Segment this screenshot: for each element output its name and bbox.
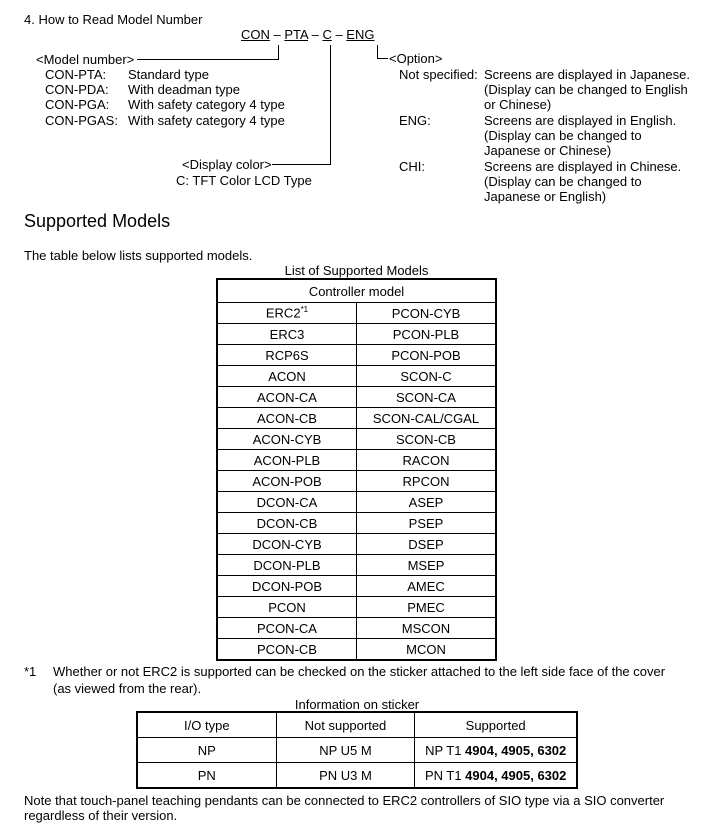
model-cell-right: PCON-POB (357, 345, 496, 366)
table-row (218, 366, 496, 387)
model-cell-left (218, 639, 357, 660)
option-desc: Japanese or English) (484, 189, 607, 204)
sticker-col-io: I/O type (138, 713, 277, 738)
model-cell-left (218, 450, 357, 471)
table-row (138, 738, 577, 763)
table-row (218, 639, 496, 660)
models-table-header: Controller model (218, 280, 496, 303)
sticker-supported (415, 763, 577, 788)
footnote-mark: *1 (24, 664, 37, 679)
model-cell-left (218, 471, 357, 492)
table-row (218, 345, 496, 366)
model-cell-right: PCON-CYB (357, 303, 496, 324)
table-row (218, 513, 496, 534)
model-cell-right: MSEP (357, 555, 496, 576)
option-desc: (Display can be changed to English (484, 82, 688, 97)
connector-line (137, 59, 279, 60)
sticker-supported-prefix: NP T1 (425, 742, 466, 758)
option-code: CHI: (399, 159, 425, 174)
model-cell-left (218, 492, 357, 513)
sticker-supported-versions: 4904, 4905, 6302 (465, 767, 567, 783)
model-number-label: <Model number> (36, 52, 135, 67)
model-cell-left (218, 618, 357, 639)
section-heading: 4. How to Read Model Number (24, 12, 203, 27)
sticker-supported (415, 738, 577, 763)
sticker-header-row (138, 713, 577, 738)
model-cell-right: DSEP (357, 534, 496, 555)
model-code-part-3: C (322, 27, 332, 42)
model-cell-right: MCON (357, 639, 496, 660)
sticker-supported-prefix: PN T1 (424, 767, 466, 783)
connector-line (377, 58, 388, 59)
model-code-sep: – (269, 27, 285, 42)
table-row (218, 576, 496, 597)
table-row (218, 597, 496, 618)
supported-models-title: Supported Models (24, 211, 171, 231)
option-desc: Screens are displayed in Japanese. (484, 67, 690, 82)
connector-line (330, 45, 331, 165)
table-row (218, 618, 496, 639)
model-name: DCON-CYB (252, 536, 322, 552)
model-name: ACON-PLB (253, 452, 321, 468)
sticker-table-caption: Information on sticker (294, 697, 420, 712)
model-name: PCON-CA (257, 620, 317, 636)
option-desc: Japanese or Chinese) (484, 143, 612, 158)
model-cell-left (218, 429, 357, 450)
model-cell-left (218, 408, 357, 429)
model-name: ACON-CA (257, 389, 317, 405)
model-desc-row: Standard type (128, 67, 209, 82)
sticker-supported-versions: 4904, 4905, 6302 (465, 742, 567, 758)
model-code-part-4: ENG (346, 27, 375, 42)
model-cell-left (218, 576, 357, 597)
model-code-sep: – (307, 27, 323, 42)
model-name: DCON-CA (256, 494, 318, 510)
option-code: Not specified: (399, 67, 478, 82)
model-name: ACON (268, 368, 306, 384)
model-name: ERC2 (265, 305, 301, 321)
model-cell-left (218, 513, 357, 534)
sticker-not-supported: PN U3 M (276, 763, 415, 788)
display-color-value: C: TFT Color LCD Type (176, 173, 312, 188)
sticker-io: PN (138, 763, 277, 788)
model-desc-row: With deadman type (128, 82, 241, 97)
option-code: ENG: (399, 113, 431, 128)
connector-line (278, 45, 279, 60)
option-label: <Option> (389, 51, 443, 66)
model-cell-right: SCON-CB (357, 429, 496, 450)
model-name: ACON-CYB (252, 431, 322, 447)
model-desc-row: With safety category 4 type (128, 113, 285, 128)
table-row (218, 429, 496, 450)
model-name: DCON-POB (251, 578, 323, 594)
model-cell-left (218, 534, 357, 555)
model-cell-right: MSCON (357, 618, 496, 639)
model-cell-right: ASEP (357, 492, 496, 513)
model-code-sep: – (331, 27, 347, 42)
footnote-line-2: (as viewed from the rear). (53, 681, 202, 696)
option-desc: (Display can be changed to (484, 128, 642, 143)
model-code-row: CON-PGAS: (45, 113, 118, 128)
model-code-row: CON-PGA: (45, 97, 110, 112)
sticker-col-supported: Supported (415, 713, 577, 738)
model-cell-right: SCON-C (357, 366, 496, 387)
table-row (218, 408, 496, 429)
model-cell-right: SCON-CAL/CGAL (357, 408, 496, 429)
sticker-not-supported: NP U5 M (276, 738, 415, 763)
sticker-col-not-supported: Not supported (276, 713, 415, 738)
connector-line (377, 45, 378, 59)
option-desc: or Chinese) (484, 97, 552, 112)
model-name: DCON-PLB (253, 557, 321, 573)
model-name: DCON-CB (256, 515, 318, 531)
table-row (218, 534, 496, 555)
model-name: PCON-CB (257, 641, 317, 657)
connector-line (272, 164, 331, 165)
model-cell-right: PSEP (357, 513, 496, 534)
option-desc: Screens are displayed in Chinese. (484, 159, 682, 174)
model-name: PCON (268, 599, 306, 615)
model-desc-row: With safety category 4 type (128, 97, 285, 112)
model-name: ACON-CB (257, 410, 317, 426)
model-code-row: CON-PDA: (45, 82, 109, 97)
model-cell-left (218, 366, 357, 387)
sio-note: Note that touch-panel teaching pendants can be connected to ERC2 controllers of SIO type via a SIO converter regardless of their version. (24, 793, 665, 823)
model-cell-left (218, 555, 357, 576)
model-cell-left (218, 324, 357, 345)
model-cell-left (218, 597, 357, 618)
table-row (218, 387, 496, 408)
table-row (218, 471, 496, 492)
models-table-caption: List of Supported Models (284, 263, 429, 278)
model-cell-left (218, 303, 357, 324)
model-code-row: CON-PTA: (45, 67, 107, 82)
footnote-reference: *1 (300, 305, 309, 315)
model-cell-right: RACON (357, 450, 496, 471)
model-cell-left (218, 387, 357, 408)
sticker-info-table (137, 712, 577, 788)
model-cell-right: RPCON (357, 471, 496, 492)
option-desc: (Display can be changed to (484, 174, 642, 189)
sticker-io: NP (138, 738, 277, 763)
model-cell-right: PMEC (357, 597, 496, 618)
model-name: RCP6S (265, 347, 309, 363)
table-row (218, 303, 496, 324)
model-code (241, 27, 374, 42)
model-code-part-1: CON (241, 27, 270, 42)
model-name: ERC3 (269, 326, 305, 342)
supported-models-intro: The table below lists supported models. (24, 248, 253, 263)
model-code-part-2: PTA (284, 27, 308, 42)
model-cell-right: SCON-CA (357, 387, 496, 408)
table-row (218, 555, 496, 576)
table-row (218, 324, 496, 345)
table-row (138, 763, 577, 788)
table-row (218, 450, 496, 471)
display-color-label: <Display color> (182, 157, 272, 172)
model-name: ACON-POB (252, 473, 322, 489)
model-cell-left (218, 345, 357, 366)
model-cell-right: PCON-PLB (357, 324, 496, 345)
supported-models-table (217, 279, 496, 660)
footnote-line-1: Whether or not ERC2 is supported can be checked on the sticker attached to the left side face of the cover (53, 664, 666, 679)
table-row (218, 492, 496, 513)
model-cell-right: AMEC (357, 576, 496, 597)
option-desc: Screens are displayed in English. (484, 113, 677, 128)
